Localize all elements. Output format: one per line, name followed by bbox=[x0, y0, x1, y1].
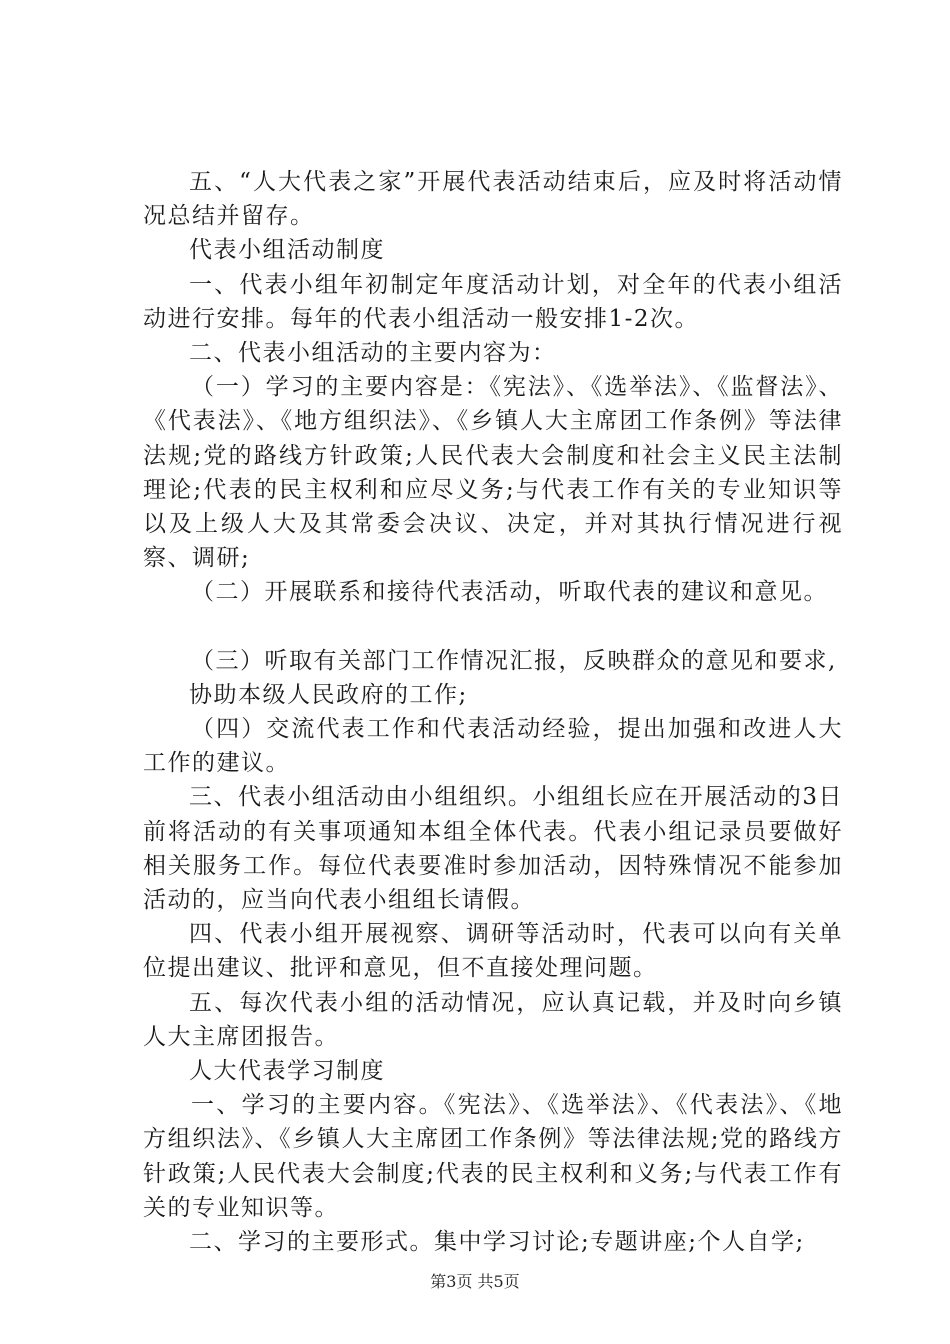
study-paragraph-2-forms: 二、学习的主要形式。集中学习讨论;专题讲座;个人自学; bbox=[189, 1229, 805, 1256]
paragraph-4-inspection-research: 四、代表小组开展视察、调研等活动时，代表可以向有关单位提出建议、批评和意见，但不直接处理问题。 bbox=[143, 921, 843, 982]
item-3-hear-reports: （三）听取有关部门工作情况汇报，反映群众的意见和要求, bbox=[191, 647, 837, 674]
paragraph-5-activity-summary: 五、“人大代表之家”开展代表活动结束后，应及时将活动情况总结并留存。 bbox=[143, 169, 843, 230]
document-body bbox=[143, 165, 843, 1259]
page-footer: 第3页 共5页 bbox=[430, 1272, 520, 1291]
paragraph-3-group-organization: 三、代表小组活动由小组组织。小组组长应在开展活动的3日前将活动的有关事项通知本组全体代表。代表小组记录员要做好相关服务工作。每位代表要准时参加活动，因特殊情况不能参加活动的，应当向代表小组组长请假。 bbox=[143, 784, 843, 914]
paragraph-5-record-report: 五、每次代表小组的活动情况，应认真记载，并及时向乡镇人大主席团报告。 bbox=[143, 989, 843, 1050]
heading-study-system: 人大代表学习制度 bbox=[189, 1058, 385, 1085]
study-paragraph-1-content: 一、学习的主要内容。《宪法》、《选举法》、《代表法》、《地方组织法》、《乡镇人大主席团工作条例》等法律法规;党的路线方针政策;人民代表大会制度;代表的民主权利和义务;与代表工作有关的专业知识等。 bbox=[143, 1092, 843, 1221]
item-1-study-content: （一）学习的主要内容是：《宪法》、《选举法》、《监督法》、《代表法》、《地方组织法》、《乡镇人大主席团工作条例》等法律法规;党的路线方针政策;人民代表大会制度和社会主义民主法制理论;代表的民主权利和应尽义务;与代表工作有关的专业知识等以及上级人大及其常委会决议、决定，并对其执行情况进行视察、调研; bbox=[143, 374, 843, 572]
paragraph-2-main-content: 二、代表小组活动的主要内容为： bbox=[189, 340, 557, 367]
heading-group-activity-system: 代表小组活动制度 bbox=[189, 237, 385, 264]
item-3-continuation: 协助本级人民政府的工作; bbox=[189, 681, 468, 708]
item-2-contact-reception: （二）开展联系和接待代表活动，听取代表的建议和意见。 bbox=[191, 579, 828, 606]
item-4-exchange-experience: （四）交流代表工作和代表活动经验，提出加强和改进人大工作的建议。 bbox=[143, 716, 843, 777]
blank-line bbox=[143, 610, 843, 644]
paragraph-1-annual-plan: 一、代表小组年初制定年度活动计划，对全年的代表小组活动进行安排。每年的代表小组活动一般安排1-2次。 bbox=[143, 271, 843, 332]
